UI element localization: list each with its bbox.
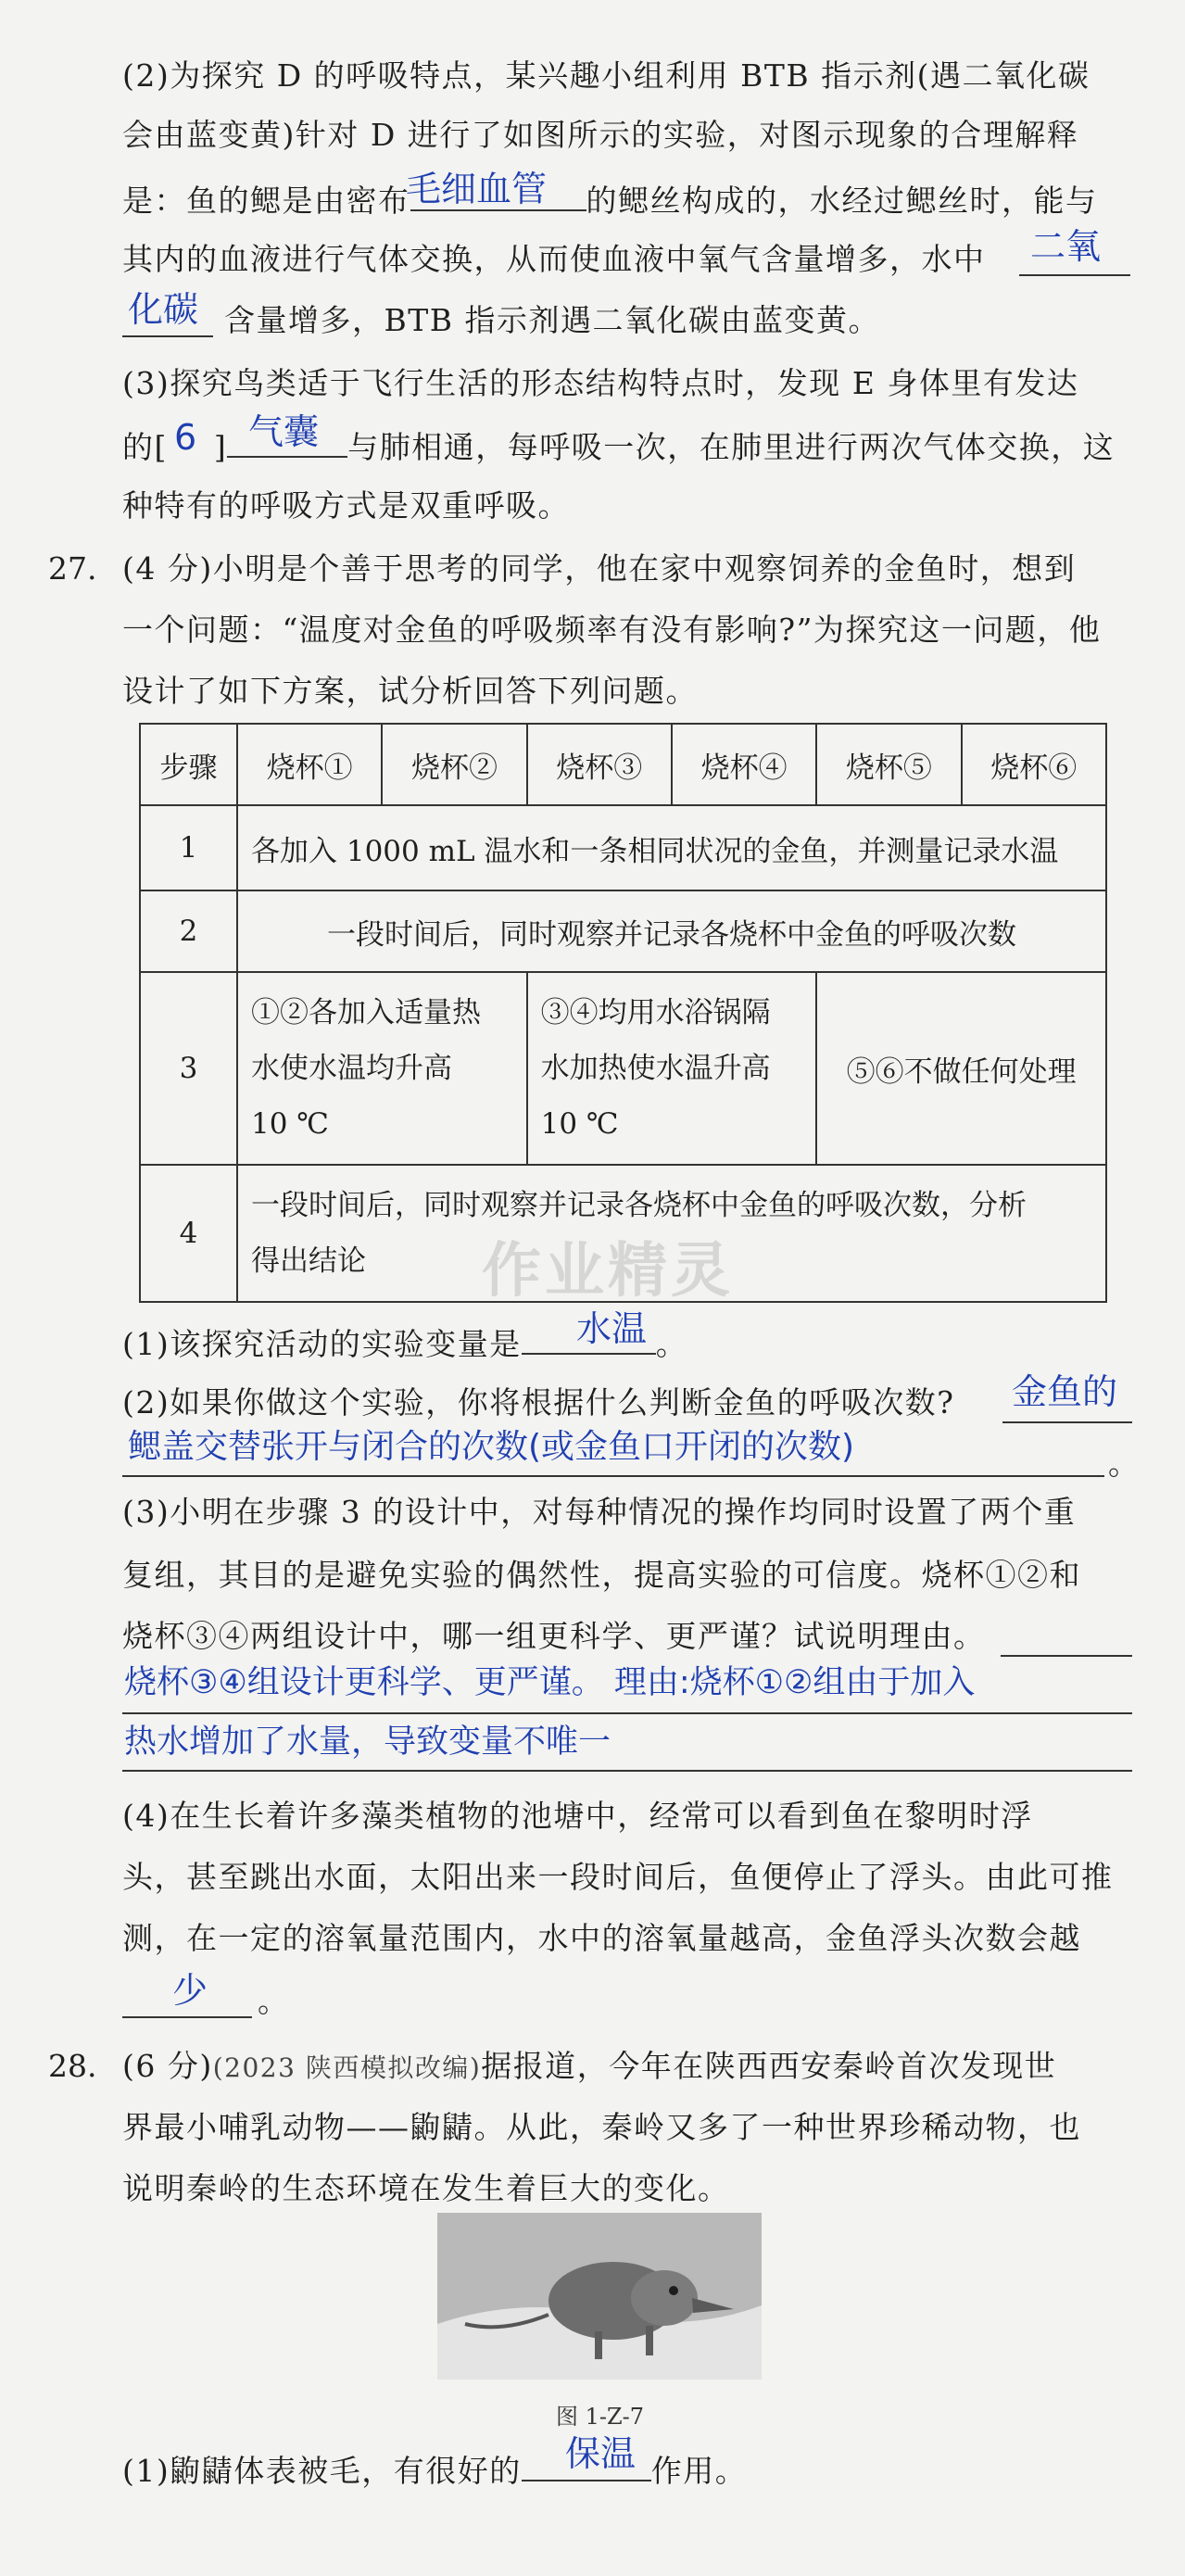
period: 。 <box>1108 1446 1141 1482</box>
text: 。 <box>655 1326 688 1362</box>
figure-caption: 图 1-Z-7 <box>556 2404 645 2430</box>
q26-p2-line4: 其内的血液进行气体交换，从而使血液中氧气含量增多，水中 <box>122 241 986 277</box>
cell-line: ①②各加入适量热 <box>251 996 481 1029</box>
experiment-table <box>139 723 1107 1303</box>
table-cell <box>527 972 817 1165</box>
text: (1)该探究活动的实验变量是 <box>122 1326 522 1362</box>
answer-blank[interactable] <box>1019 274 1130 276</box>
watermark-logo: 作业精灵 <box>482 1237 734 1306</box>
q26-p2-line5: 含量增多，BTB 指示剂遇二氧化碳由蓝变黄。 <box>224 302 881 338</box>
header-cell: 烧杯① <box>237 724 382 805</box>
text: (1)鼩鼱体表被毛，有很好的 <box>122 2453 522 2489</box>
q27-s4-line1: (4)在生长着许多藻类植物的池塘中，经常可以看到鱼在黎明时浮 <box>122 1798 1033 1834</box>
shrew-illustration <box>437 2213 762 2380</box>
shrew-photo <box>437 2213 762 2380</box>
q28-s1 <box>122 2450 747 2490</box>
cell-line: 一段时间后，同时观察并记录各烧杯中金鱼的呼吸次数，分析 <box>251 1189 1027 1222</box>
step-cell: 1 <box>140 805 237 890</box>
q27-s4-line3: 测，在一定的溶氧量范围内，水中的溶氧量越高，金鱼浮头次数会越 <box>122 1920 1081 1956</box>
text: 作用。 <box>650 2453 748 2489</box>
table-cell: 一段时间后，同时观察并记录各烧杯中金鱼的呼吸次数 <box>237 890 1106 972</box>
handwritten-answer: 少 <box>172 1970 208 2011</box>
q27-s2: (2)如果你做这个实验，你将根据什么判断金鱼的呼吸次数? <box>122 1384 955 1421</box>
header-cell: 烧杯④ <box>672 724 816 805</box>
answer-blank[interactable] <box>122 2016 252 2018</box>
table-header-row <box>140 724 1106 805</box>
cell-line: ③④均用水浴锅隔 <box>540 996 771 1029</box>
q26-p2-line1: (2)为探究 D 的呼吸特点，某兴趣小组利用 BTB 指示剂(遇二氧化碳 <box>122 57 1090 94</box>
q27-intro2: 一个问题：“温度对金鱼的呼吸频率有没有影响?”为探究这一问题，他 <box>122 612 1102 648</box>
handwritten-answer: 气囊 <box>248 411 320 452</box>
step-cell: 2 <box>140 890 237 972</box>
header-cell: 烧杯② <box>382 724 526 805</box>
cell-line: 水使水温均升高 <box>251 1052 452 1085</box>
cell-line: 10 ℃ <box>251 1107 329 1141</box>
q27-intro1: (4 分)小明是个善于思考的同学，他在家中观察饲养的金鱼时，想到 <box>122 550 1077 587</box>
handwritten-answer: 鳃盖交替张开与闭合的次数(或金鱼口开闭的次数) <box>128 1428 855 1466</box>
header-cell: 烧杯③ <box>527 724 672 805</box>
handwritten-answer: 毛细血管 <box>406 169 548 209</box>
q26-p3-line1: (3)探究鸟类适于飞行生活的形态结构特点时，发现 E 身体里有发达 <box>122 365 1079 401</box>
cell-line: 水加热使水温升高 <box>540 1052 771 1085</box>
table-row <box>140 890 1106 972</box>
header-cell: 烧杯⑤ <box>816 724 961 805</box>
text: ] <box>213 429 228 465</box>
answer-blank[interactable] <box>1001 1655 1132 1657</box>
text: 的[ <box>122 429 168 465</box>
table-row <box>140 805 1106 890</box>
handwritten-answer: 保温 <box>565 2433 637 2474</box>
period: 。 <box>258 1983 290 2019</box>
table-row <box>140 972 1106 1165</box>
text: 据报道，今年在陕西西安秦岭首次发现世 <box>481 2048 1057 2084</box>
q27-s3-line3: 烧杯③④两组设计中，哪一组更科学、更严谨？试说明理由。 <box>122 1618 986 1654</box>
q28-intro3: 说明秦岭的生态环境在发生着巨大的变化。 <box>122 2170 730 2206</box>
q27-intro3: 设计了如下方案，试分析回答下列问题。 <box>122 673 698 709</box>
table-cell: 各加入 1000 mL 温水和一条相同状况的金鱼，并测量记录水温 <box>237 805 1106 890</box>
answer-blank[interactable] <box>122 335 213 337</box>
step-cell: 3 <box>140 972 237 1165</box>
source-note: (2023 陕西模拟改编) <box>212 2052 482 2083</box>
cell-line: 得出结论 <box>251 1244 366 1278</box>
header-cell: 步骤 <box>140 724 237 805</box>
q28-intro2: 界最小哺乳动物——鼩鼱。从此，秦岭又多了一种世界珍稀动物，也 <box>122 2109 1081 2145</box>
handwritten-answer: 热水增加了水量，导致变量不唯一 <box>124 1724 611 1761</box>
cell-line: 10 ℃ <box>540 1107 619 1141</box>
table-cell: ⑤⑥不做任何处理 <box>816 972 1106 1165</box>
header-cell: 烧杯⑥ <box>962 724 1106 805</box>
table-cell <box>237 972 527 1165</box>
q26-p3-line3: 种特有的呼吸方式是双重呼吸。 <box>122 487 570 524</box>
text: 是：鱼的鳃是由密布 <box>122 183 410 219</box>
handwritten-answer: 烧杯③④组设计更科学、更严谨。 理由:烧杯①②组由于加入 <box>124 1664 976 1701</box>
question-number: 28. <box>48 2048 97 2084</box>
text: (6 分) <box>122 2048 213 2084</box>
q28-intro1 <box>122 2048 1056 2087</box>
q27-s3-line2: 复组，其目的是避免实验的偶然性，提高实验的可信度。烧杯①②和 <box>122 1557 1081 1593</box>
q27-s3-line1: (3)小明在步骤 3 的设计中，对每种情况的操作均同时设置了两个重 <box>122 1494 1077 1530</box>
handwritten-answer: 二氧 <box>1030 226 1102 267</box>
answer-blank[interactable] <box>122 1770 1132 1772</box>
answer-blank[interactable] <box>1002 1421 1132 1423</box>
text: 与肺相通，每呼吸一次，在肺里进行两次气体交换，这 <box>347 429 1116 465</box>
answer-blank[interactable] <box>122 1475 1104 1477</box>
text: 的鳃丝构成的，水经过鳃丝时，能与 <box>586 183 1098 219</box>
q26-p2-line2: 会由蓝变黄)针对 D 进行了如图所示的实验，对图示现象的合理解释 <box>122 117 1079 153</box>
question-number: 27. <box>48 550 97 587</box>
handwritten-answer: 金鱼的 <box>1012 1371 1118 1412</box>
answer-blank[interactable] <box>122 1712 1132 1714</box>
q27-s4-line2: 头，甚至跳出水面，太阳出来一段时间后，鱼便停止了浮头。由此可推 <box>122 1859 1114 1895</box>
handwritten-answer: 6 <box>174 417 197 458</box>
q26-p2-line3 <box>122 180 1098 220</box>
handwritten-answer: 化碳 <box>128 289 199 330</box>
step-cell: 4 <box>140 1165 237 1302</box>
handwritten-answer: 水温 <box>576 1308 648 1349</box>
